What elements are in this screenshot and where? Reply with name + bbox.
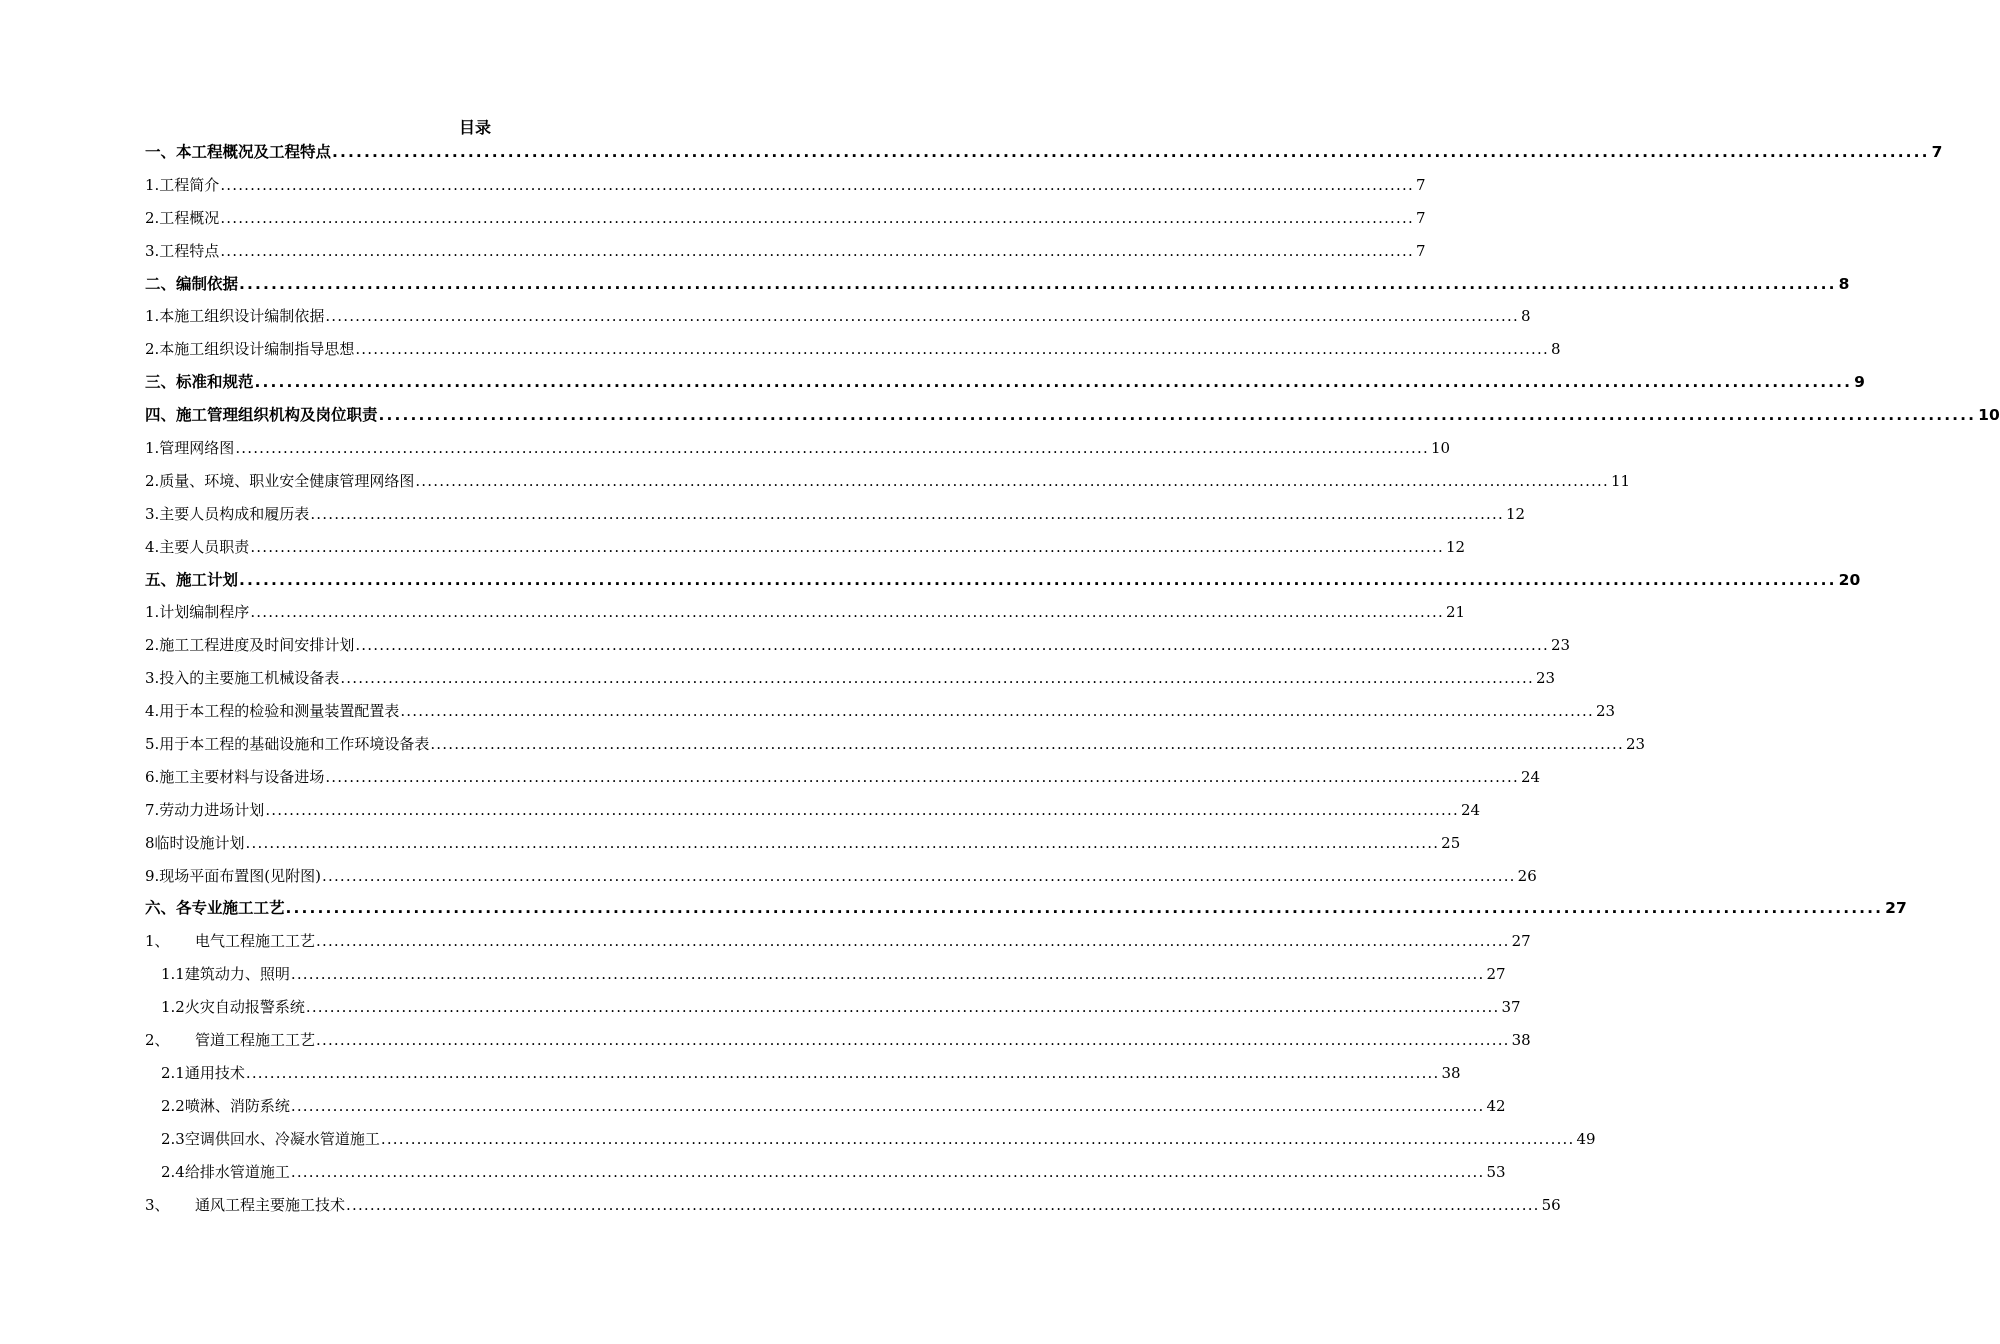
toc-page-number: 38 [1441,1063,1461,1082]
toc-page-number: 27 [1885,899,1907,918]
toc-entry-label: 2.2喷淋、消防系统 [161,1096,290,1115]
toc-entry[interactable] [145,698,1616,731]
toc-entry-label: 1.计划编制程序 [145,603,250,622]
toc-dot-leader: ........................................................................................................................................................................................................ [254,373,1853,392]
toc-entry-label: 4.主要人员职责 [145,537,250,556]
toc-entry[interactable] [145,863,1537,896]
toc-dot-leader: ........................................................................................................................................................................................................ [235,439,1429,458]
toc-entry[interactable] [145,1027,1531,1060]
toc-entry-number: 2、 [145,1031,170,1050]
toc-dot-leader: ........................................................................................................................................................................................................ [305,998,1500,1017]
toc-page-number: 27 [1511,932,1531,951]
toc-entry-text: 通风工程主要施工技术 [195,1195,346,1214]
toc-dot-leader: ........................................................................................................................................................................................................ [355,636,1549,655]
toc-entry-label: 1.管理网络图 [145,439,235,458]
toc-entry[interactable] [145,1060,1461,1093]
toc-entry-label: 2.施工工程进度及时间安排计划 [145,636,355,655]
toc-page-number: 11 [1610,471,1631,490]
toc-entry[interactable] [145,238,1426,271]
toc-entry-label: 2.3空调供回水、冷凝水管道施工 [161,1129,380,1148]
toc-page-number: 7 [1415,208,1426,227]
toc-dot-leader: ........................................................................................................................................................................................................ [340,669,1534,688]
toc-entry[interactable] [145,994,1521,1027]
toc-dot-leader: ........................................................................................................................................................................................................ [316,1031,1510,1050]
toc-entry[interactable] [145,567,1861,600]
toc-entry-label: 三、标准和规范 [145,373,254,392]
toc-entry-label: 4.用于本工程的检验和测量装置配置表 [145,702,400,721]
toc-entry[interactable] [145,1126,1596,1159]
toc-entry[interactable] [145,205,1426,238]
toc-dot-leader: ........................................................................................................................................................................................................ [430,735,1624,754]
toc-entry[interactable] [145,369,1865,402]
toc-entry[interactable] [145,797,1481,830]
toc-dot-leader: ........................................................................................................................................................................................................ [220,241,1414,260]
toc-dot-leader: ........................................................................................................................................................................................................ [325,307,1519,326]
toc-dot-leader: ........................................................................................................................................................................................................ [290,1162,1485,1181]
toc-entry[interactable] [145,271,1850,304]
toc-entry[interactable] [145,895,1907,928]
toc-entry-label: 一、本工程概况及工程特点 [145,143,332,161]
toc-page-number: 10 [1978,406,2000,425]
toc-entry[interactable] [145,1192,1561,1225]
toc-dot-leader: ........................................................................................................................................................................................................ [346,1195,1540,1214]
toc-entry-label: 2.工程概况 [145,208,220,227]
toc-entry-label: 5.用于本工程的基础设施和工作环境设备表 [145,735,430,754]
toc-list [145,139,2000,1224]
toc-dot-leader: ........................................................................................................................................................................................................ [380,1129,1575,1148]
toc-dot-leader: ........................................................................................................................................................................................................ [265,800,1459,819]
toc-entry[interactable] [145,501,1526,534]
toc-entry-label: 3.工程特点 [145,241,220,260]
toc-entry-text: 电气工程施工工艺 [195,932,316,951]
toc-entry-label: 8临时设施计划 [145,833,245,852]
toc-entry-text: 管道工程施工工艺 [195,1031,316,1050]
toc-entry-label [145,1027,315,1053]
toc-entry[interactable] [145,928,1531,961]
toc-dot-leader: ........................................................................................................................................................................................................ [285,899,1884,918]
toc-dot-leader: ........................................................................................................................................................................................................ [325,767,1519,786]
toc-entry-label: 二、编制依据 [145,274,239,293]
toc-entry[interactable] [145,435,1451,468]
toc-entry[interactable] [145,961,1506,994]
toc-dot-leader: ........................................................................................................................................................................................................ [220,208,1414,227]
toc-entry-label [145,1192,345,1218]
toc-page-number: 23 [1535,669,1556,688]
toc-dot-leader: ........................................................................................................................................................................................................ [400,702,1594,721]
toc-page-number: 23 [1595,702,1616,721]
toc-entry-label: 3.投入的主要施工机械设备表 [145,669,340,688]
toc-entry[interactable] [145,665,1556,698]
toc-entry[interactable] [145,599,1466,632]
toc-dot-leader: ........................................................................................................................................................................................................ [316,932,1510,951]
toc-entry-label: 1.本施工组织设计编制依据 [145,307,325,326]
toc-page-number: 8 [1550,340,1561,359]
toc-page-number: 21 [1445,603,1466,622]
toc-page-number: 49 [1576,1129,1596,1148]
toc-entry[interactable] [145,1093,1506,1126]
toc-entry[interactable] [145,731,1646,764]
toc-dot-leader: ........................................................................................................................................................................................................ [310,504,1504,523]
toc-page-number: 37 [1501,998,1521,1017]
toc-entry[interactable] [145,336,1561,369]
toc-dot-leader: ........................................................................................................................................................................................................ [322,866,1516,885]
toc-page-number: 23 [1625,735,1646,754]
toc-page-number: 38 [1511,1031,1531,1050]
toc-entry[interactable] [145,534,1466,567]
toc-entry[interactable] [145,632,1571,665]
toc-page-number: 20 [1838,570,1861,589]
toc-entry[interactable] [145,830,1461,863]
toc-entry-label: 1.1建筑动力、照明 [161,965,290,984]
toc-entry-label: 2.本施工组织设计编制指导思想 [145,340,355,359]
toc-entry[interactable] [145,303,1531,336]
toc-page-number: 42 [1486,1096,1506,1115]
toc-entry-label [145,928,315,954]
toc-dot-leader: ........................................................................................................................................................................................................ [332,143,1930,161]
toc-page-number: 7 [1931,143,1943,161]
toc-page-number: 24 [1460,800,1481,819]
toc-page-number: 9 [1854,373,1865,392]
toc-entry-label: 五、施工计划 [145,570,239,589]
toc-entry-label: 1.2火灾自动报警系统 [161,998,305,1017]
toc-dot-leader: ........................................................................................................................................................................................................ [290,1096,1485,1115]
toc-dot-leader: ........................................................................................................................................................................................................ [245,833,1440,852]
toc-entry-label: 7.劳动力进场计划 [145,800,265,819]
toc-entry-label: 四、施工管理组织机构及岗位职责 [145,406,378,425]
toc-page-number: 53 [1486,1162,1506,1181]
toc-dot-leader: ........................................................................................................................................................................................................ [239,570,1837,589]
toc-dot-leader: ........................................................................................................................................................................................................ [245,1063,1440,1082]
toc-page-number: 24 [1520,767,1541,786]
toc-page-number: 12 [1505,504,1526,523]
toc-entry[interactable] [145,139,1943,172]
toc-page-number: 8 [1838,274,1850,293]
toc-dot-leader: ........................................................................................................................................................................................................ [355,340,1549,359]
toc-entry-label: 2.1通用技术 [161,1063,245,1082]
toc-page-number: 8 [1520,307,1531,326]
toc-page-number: 12 [1445,537,1466,556]
toc-page-number: 26 [1517,866,1537,885]
toc-entry-label: 6.施工主要材料与设备进场 [145,767,325,786]
toc-page-number: 56 [1541,1195,1561,1214]
toc-dot-leader: ........................................................................................................................................................................................................ [239,274,1837,293]
toc-entry-label: 2.质量、环境、职业安全健康管理网络图 [145,471,415,490]
toc-dot-leader: ........................................................................................................................................................................................................ [378,406,1977,425]
toc-page-number: 23 [1550,636,1571,655]
toc-entry[interactable] [145,402,2000,435]
toc-entry-label: 9.现场平面布置图(见附图) [145,866,322,885]
toc-title: 目录 [458,118,491,137]
toc-entry-number: 3、 [145,1195,170,1214]
toc-dot-leader: ........................................................................................................................................................................................................ [290,965,1485,984]
toc-entry-label: 1.工程简介 [145,175,220,194]
toc-entry[interactable] [145,468,1631,501]
toc-entry-label: 2.4给排水管道施工 [161,1162,290,1181]
toc-dot-leader: ........................................................................................................................................................................................................ [250,537,1444,556]
toc-dot-leader: ........................................................................................................................................................................................................ [250,603,1444,622]
toc-dot-leader: ........................................................................................................................................................................................................ [220,175,1414,194]
toc-page-number: 7 [1415,175,1426,194]
toc-entry[interactable] [145,764,1541,797]
toc-entry-label: 3.主要人员构成和履历表 [145,504,310,523]
toc-entry-number: 1、 [145,932,170,951]
toc-entry[interactable] [145,1159,1506,1192]
toc-page-number: 10 [1430,439,1451,458]
toc-entry-label: 六、各专业施工工艺 [145,899,285,918]
toc-page-number: 7 [1415,241,1426,260]
toc-dot-leader: ........................................................................................................................................................................................................ [415,471,1609,490]
toc-page-number: 27 [1486,965,1506,984]
toc-page-number: 25 [1441,833,1461,852]
toc-entry[interactable] [145,172,1426,205]
